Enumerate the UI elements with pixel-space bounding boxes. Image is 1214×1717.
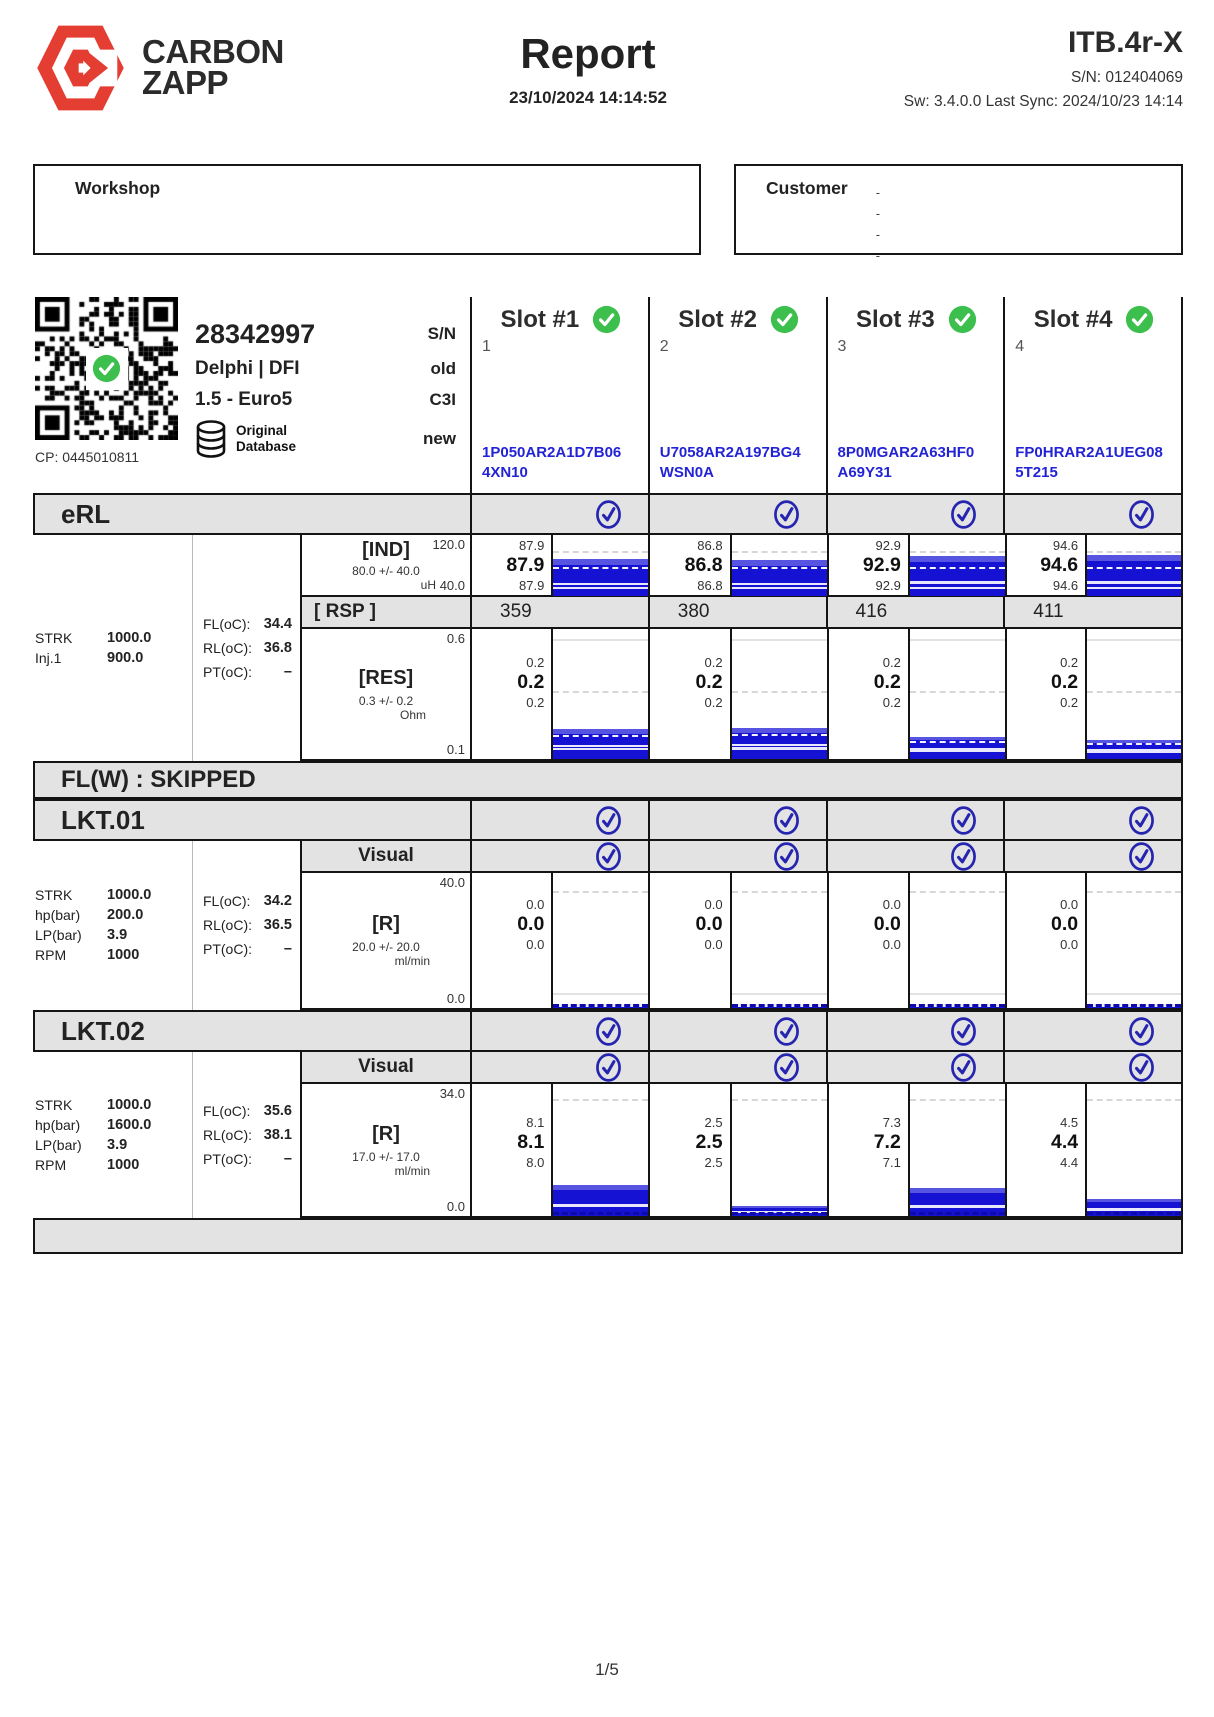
blue-check-icon <box>1128 841 1155 872</box>
slot3-lkt02-cell: 7.3 7.2 7.1 <box>827 1084 1005 1216</box>
slot3-rsp-cell: 416 <box>826 597 1004 627</box>
slot3-title: Slot #3 <box>856 305 935 333</box>
erl-rsp-row <box>300 597 1183 629</box>
table-footer-band <box>33 1218 1183 1254</box>
slot4-title: Slot #4 <box>1033 305 1113 333</box>
customer-box <box>734 164 1183 263</box>
blue-check-icon <box>595 841 622 872</box>
slot2-res-bar <box>730 629 827 759</box>
blue-check-icon <box>773 1052 800 1083</box>
lkt02-r-row <box>300 1084 1183 1218</box>
slot4-res-cell: 0.2 0.2 0.2 <box>1005 629 1183 759</box>
blue-check-icon <box>773 499 800 530</box>
table-head-row <box>33 297 1183 493</box>
blue-check-icon <box>595 1052 622 1083</box>
rsp-test-label: [ RSP ] <box>300 597 470 627</box>
slot4-erl-pass <box>1003 495 1181 533</box>
blue-check-icon <box>773 805 800 836</box>
party-boxes <box>33 164 1183 263</box>
slot1-c3i-code: 1P050AR2A1D7B06 4XN10 <box>482 443 622 481</box>
slot4-lkt02-cell: 4.5 4.4 4.4 <box>1005 1084 1183 1216</box>
slot2-erl-pass <box>648 495 826 533</box>
green-check-icon <box>1125 305 1154 334</box>
report-datetime: 23/10/2024 14:14:52 <box>509 88 667 107</box>
slot3-erl-pass <box>826 495 1004 533</box>
lkt01-r-row <box>300 873 1183 1010</box>
injector-info <box>33 297 470 493</box>
database-icon <box>195 420 227 458</box>
blue-check-icon <box>1128 499 1155 530</box>
slot2-lkt02-bar <box>730 1084 827 1216</box>
injector-brand: Delphi | DFI <box>195 357 300 379</box>
blue-check-icon <box>595 805 622 836</box>
slot1-res-bar <box>551 629 648 759</box>
section-lkt02-band <box>33 1010 1183 1052</box>
section-lkt02-title: LKT.02 <box>61 1015 145 1046</box>
section-lkt02-body <box>33 1052 1183 1218</box>
lkt02-visual-label: Visual <box>300 1052 470 1082</box>
slot4-lkt01-pass <box>1003 801 1181 839</box>
slot2-res-cell: 0.2 0.2 0.2 <box>648 629 826 759</box>
device-info <box>904 26 1183 111</box>
erl-parameters: STRK 1000.0 Inj.1 900.0 FL(oC): 34.4 RL(oC): 36.8 PT(oC): – <box>33 535 300 761</box>
slot4-rsp-cell: 411 <box>1003 597 1183 627</box>
lkt02-visual-row <box>300 1052 1183 1084</box>
erl-res-row <box>300 629 1183 761</box>
device-name: ITB.4r-X <box>1067 26 1183 59</box>
slot2-title: Slot #2 <box>678 305 757 333</box>
section-lkt01-band <box>33 799 1183 841</box>
slot1-number: 1 <box>482 338 491 355</box>
database-badge: Original Database <box>236 423 297 454</box>
device-serial: S/N: 012404069 <box>1070 69 1183 86</box>
green-check-icon <box>948 305 977 334</box>
slot1-ind-bar <box>551 535 648 596</box>
sn-label: S/N <box>427 324 456 343</box>
slot2-header <box>648 297 826 493</box>
lkt01-visual-label: Visual <box>300 841 470 871</box>
slot1-lkt02-cell: 8.1 8.1 8.0 <box>470 1084 648 1216</box>
c3i-label: C3I <box>429 389 456 409</box>
lkt02-parameters: STRK 1000.0 hp(bar) 1600.0 LP(bar) 3.9 RPM 1000 FL(oC): 35.6 RL(oC): 38.1 PT(oC): – <box>33 1052 300 1218</box>
slot3-lkt01-pass <box>826 801 1004 839</box>
slot3-lkt02-pass <box>826 1012 1004 1050</box>
slot3-lkt01-cell: 0.0 0.0 0.0 <box>827 873 1005 1008</box>
page-number: 1/5 <box>595 1660 619 1679</box>
page-title: Report <box>520 30 656 77</box>
slot3-ind-cell: 92.9 92.9 92.9 <box>827 535 1005 596</box>
slot4-lkt02-pass <box>1003 1012 1181 1050</box>
results-table <box>33 297 1183 1254</box>
slot3-lkt02-visual-pass <box>826 1052 1004 1082</box>
green-check-icon <box>92 354 121 383</box>
device-sync: Sw: 3.4.0.0 Last Sync: 2024/10/23 14:14 <box>903 93 1183 110</box>
lkt02-r-test-label: 34.0 0.0 [R] 17.0 +/- 17.0 ml/min <box>300 1084 470 1216</box>
slot1-lkt02-pass <box>470 1012 648 1050</box>
injector-code: 28342997 <box>195 318 316 349</box>
slot4-lkt01-visual-pass <box>1003 841 1183 871</box>
slot4-header <box>1003 297 1183 493</box>
qr-ok-overlay <box>86 348 128 390</box>
slot1-rsp-cell: 359 <box>470 597 648 627</box>
slot4-ind-bar <box>1085 535 1181 596</box>
slot4-lkt02-bar <box>1085 1084 1181 1216</box>
slot3-res-bar <box>908 629 1005 759</box>
slot3-c3i-code: 8P0MGAR2A63HF0 A69Y31 <box>837 443 975 481</box>
blue-check-icon <box>950 805 977 836</box>
slot1-lkt01-visual-pass <box>470 841 648 871</box>
slot3-ind-bar <box>908 535 1005 596</box>
brand-name: CARBON ZAPP <box>142 33 284 101</box>
customer-label: Customer <box>766 178 848 198</box>
slot3-lkt02-bar <box>908 1084 1005 1216</box>
slot4-number: 4 <box>1015 338 1025 355</box>
slot3-lkt01-visual-pass <box>826 841 1004 871</box>
slot2-lkt01-cell: 0.0 0.0 0.0 <box>648 873 826 1008</box>
section-flw-title: FL(W) : SKIPPED <box>61 766 256 793</box>
res-test-label: 0.6 0.1 [RES] 0.3 +/- 0.2 Ohm <box>300 629 470 759</box>
report-header <box>33 22 1183 134</box>
blue-check-icon <box>773 841 800 872</box>
slot4-lkt01-cell: 0.0 0.0 0.0 <box>1005 873 1183 1008</box>
slot3-lkt01-bar <box>908 873 1005 1008</box>
blue-check-icon <box>1128 1052 1155 1083</box>
slot4-lkt01-bar <box>1085 873 1181 1008</box>
lkt01-r-test-label: 40.0 0.0 [R] 20.0 +/- 20.0 ml/min <box>300 873 470 1008</box>
blue-check-icon <box>950 1052 977 1083</box>
slot1-lkt02-bar <box>551 1084 648 1216</box>
carbon-zapp-logo-icon <box>33 22 128 114</box>
erl-ind-row <box>300 535 1183 597</box>
slot1-title: Slot #1 <box>500 305 580 333</box>
slot1-lkt01-bar <box>551 873 648 1008</box>
workshop-label: Workshop <box>75 178 161 198</box>
section-erl-body <box>33 535 1183 761</box>
slot1-lkt02-visual-pass <box>470 1052 648 1082</box>
qr-code <box>35 297 178 440</box>
slot2-number: 2 <box>659 338 669 355</box>
slot4-c3i-code: FP0HRAR2A1UEG08 5T215 <box>1015 443 1163 481</box>
blue-check-icon <box>950 1016 977 1047</box>
slot2-ind-cell: 86.8 86.8 86.8 <box>648 535 826 596</box>
blue-check-icon <box>1128 1016 1155 1047</box>
slot1-erl-pass <box>470 495 648 533</box>
slot2-lkt01-bar <box>730 873 827 1008</box>
blue-check-icon <box>595 1016 622 1047</box>
ind-test-label: 120.0 40.0 [IND] 80.0 +/- 40.0 uH <box>300 535 470 595</box>
section-erl-title: eRL <box>61 498 111 529</box>
slot1-ind-cell: 87.9 87.9 87.9 <box>470 535 648 596</box>
slot1-lkt01-pass <box>470 801 648 839</box>
section-lkt01-title: LKT.01 <box>61 804 145 835</box>
customer-placeholder: - - - - <box>875 185 881 263</box>
slot2-lkt01-visual-pass <box>648 841 826 871</box>
old-label: old <box>430 358 456 378</box>
slot2-ind-bar <box>730 535 827 596</box>
slot2-lkt02-visual-pass <box>648 1052 826 1082</box>
blue-check-icon <box>595 499 622 530</box>
blue-check-icon <box>773 1016 800 1047</box>
lkt01-parameters: STRK 1000.0 hp(bar) 200.0 LP(bar) 3.9 RPM 1000 FL(oC): 34.2 RL(oC): 36.5 PT(oC): – <box>33 841 300 1010</box>
cp-number: CP: 0445010811 <box>35 449 140 465</box>
green-check-icon <box>592 305 621 334</box>
slot3-res-cell: 0.2 0.2 0.2 <box>827 629 1005 759</box>
injector-family: 1.5 - Euro5 <box>195 388 293 410</box>
blue-check-icon <box>950 841 977 872</box>
blue-check-icon <box>950 499 977 530</box>
slot3-number: 3 <box>837 338 847 355</box>
slot1-res-cell: 0.2 0.2 0.2 <box>470 629 648 759</box>
green-check-icon <box>770 305 799 334</box>
report-title-block <box>423 30 753 108</box>
workshop-box <box>33 164 701 255</box>
slot1-header <box>470 297 648 493</box>
slot4-res-bar <box>1085 629 1181 759</box>
blue-check-icon <box>1128 805 1155 836</box>
slot2-lkt01-pass <box>648 801 826 839</box>
slot2-rsp-cell: 380 <box>648 597 826 627</box>
section-erl-band <box>33 493 1183 535</box>
section-flw-band <box>33 761 1183 799</box>
new-label: new <box>422 429 456 448</box>
slot1-lkt01-cell: 0.0 0.0 0.0 <box>470 873 648 1008</box>
lkt01-visual-row <box>300 841 1183 873</box>
slot2-c3i-code: U7058AR2A197BG4 WSN0A <box>659 443 801 481</box>
section-lkt01-body <box>33 841 1183 1010</box>
slot4-ind-cell: 94.6 94.6 94.6 <box>1005 535 1183 596</box>
slot2-lkt02-cell: 2.5 2.5 2.5 <box>648 1084 826 1216</box>
slot3-header <box>826 297 1004 493</box>
slot4-lkt02-visual-pass <box>1003 1052 1183 1082</box>
slot2-lkt02-pass <box>648 1012 826 1050</box>
